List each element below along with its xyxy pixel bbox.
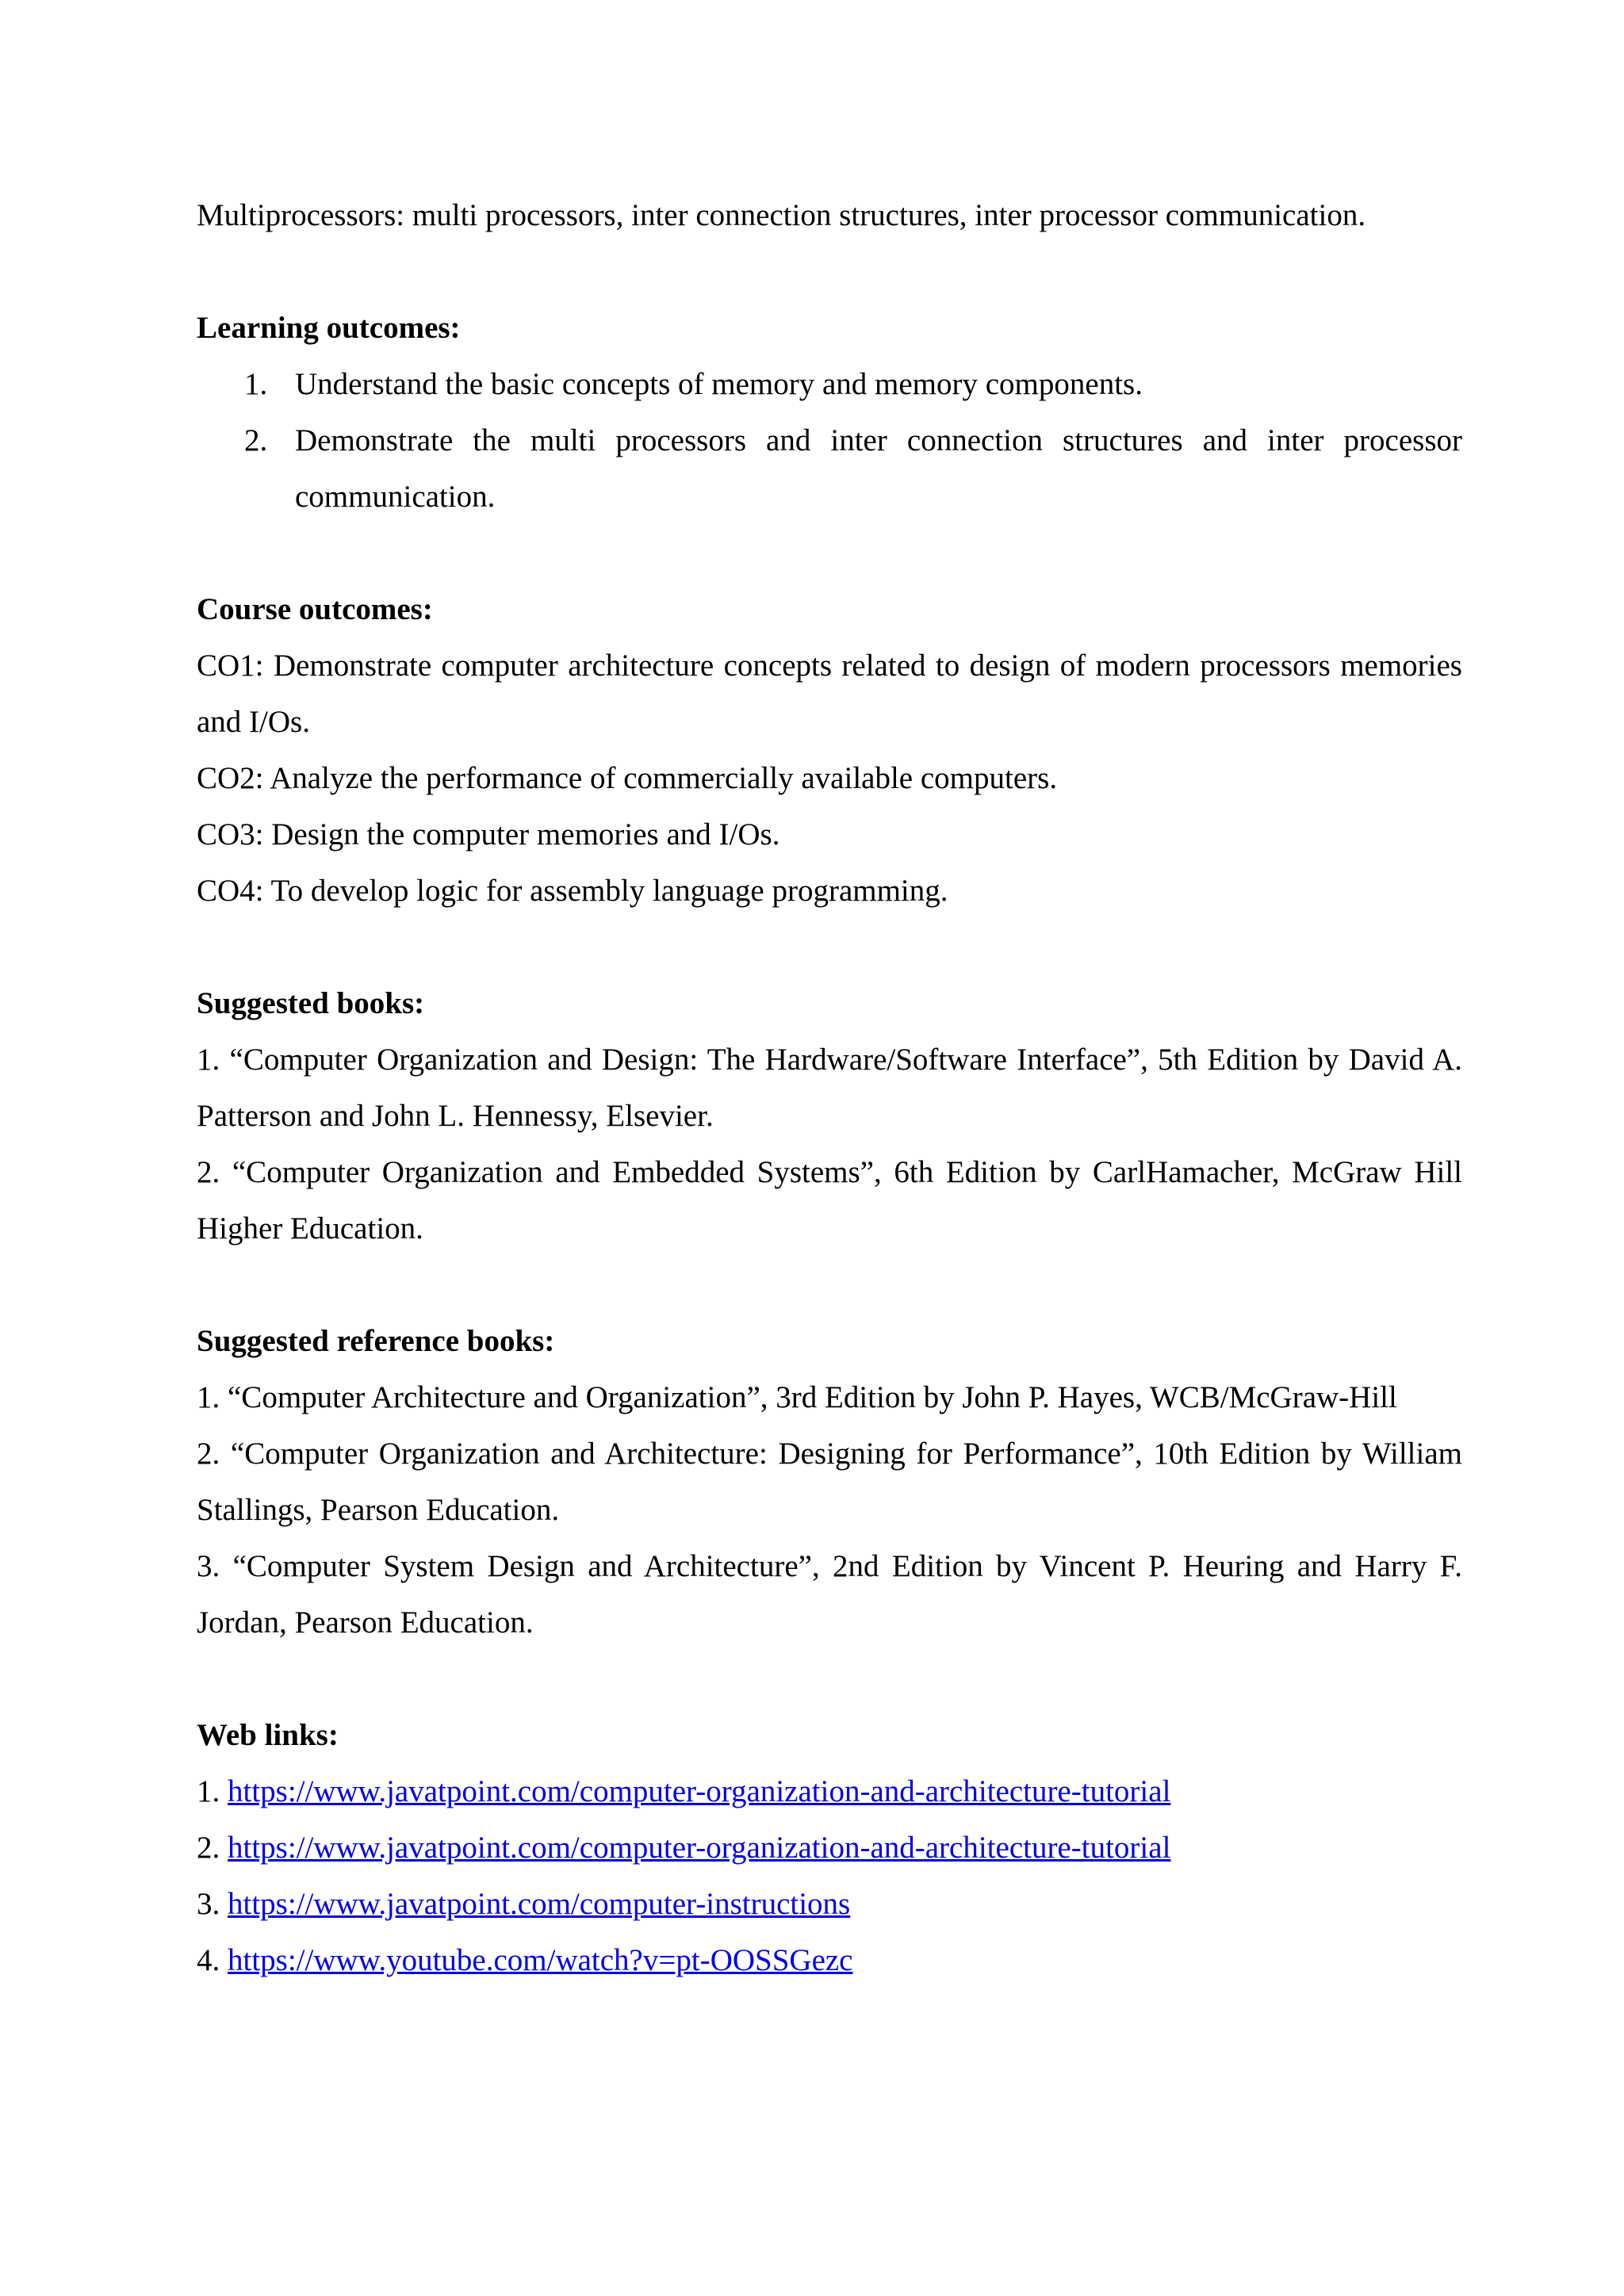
spacer (197, 525, 1462, 581)
web-link-row (197, 1763, 1462, 1820)
reference-books-heading: Suggested reference books: (197, 1324, 555, 1358)
course-outcome-co1: CO1: Demonstrate computer architecture concepts related to design of modern processors memories and I/Os. (197, 649, 1462, 739)
list-number: 2. (244, 423, 268, 457)
web-link-row (197, 1932, 1462, 1988)
reference-book-item: 2. “Computer Organization and Architecture: Designing for Performance”, 10th Edition by William Stallings, Pearson Education. (197, 1437, 1462, 1527)
suggested-book-item: 2. “Computer Organization and Embedded Systems”, 6th Edition by CarlHamacher, McGraw Hill Higher Education. (197, 1155, 1462, 1246)
list-item-text: Demonstrate the multi processors and inter connection structures and inter processor communication. (295, 423, 1462, 514)
spacer (197, 1257, 1462, 1313)
reference-book-item: 1. “Computer Architecture and Organization”, 3rd Edition by John P. Hayes, WCB/McGraw-Hill (197, 1380, 1397, 1414)
list-item (197, 356, 1462, 412)
intro-paragraph: Multiprocessors: multi processors, inter connection structures, inter processor communication. (197, 198, 1366, 232)
spacer (197, 243, 1462, 300)
course-outcome-co3: CO3: Design the computer memories and I/Os. (197, 817, 780, 851)
list-number: 1. (244, 367, 268, 401)
web-link[interactable]: https://www.javatpoint.com/computer-instructions (228, 1887, 851, 1921)
course-outcomes-heading: Course outcomes: (197, 592, 433, 626)
reference-book-item: 3. “Computer System Design and Architecture”, 2nd Edition by Vincent P. Heuring and Harry F. Jordan, Pearson Education. (197, 1549, 1462, 1640)
document-page (197, 187, 1462, 1988)
list-item-text: Understand the basic concepts of memory and memory components. (295, 367, 1143, 401)
web-link-number: 3. (197, 1887, 220, 1921)
list-item (197, 412, 1462, 525)
suggested-book-item: 1. “Computer Organization and Design: The Hardware/Software Interface”, 5th Edition by David A. Patterson and John L. Hennessy, Elsevier. (197, 1043, 1462, 1133)
spacer (197, 919, 1462, 975)
spacer (197, 1651, 1462, 1707)
suggested-books-heading: Suggested books: (197, 986, 425, 1020)
course-outcome-co2: CO2: Analyze the performance of commercially available computers. (197, 761, 1058, 795)
learning-outcomes-heading: Learning outcomes: (197, 311, 461, 345)
web-links-heading: Web links: (197, 1718, 339, 1752)
web-link[interactable]: https://www.javatpoint.com/computer-organization-and-architecture-tutorial (228, 1774, 1171, 1808)
web-link[interactable]: https://www.javatpoint.com/computer-organization-and-architecture-tutorial (228, 1831, 1171, 1865)
web-link-number: 2. (197, 1831, 220, 1865)
web-link-row (197, 1876, 1462, 1932)
course-outcome-co4: CO4: To develop logic for assembly language programming. (197, 874, 948, 908)
web-link[interactable]: https://www.youtube.com/watch?v=pt-OOSSGezc (228, 1943, 853, 1977)
web-link-row (197, 1820, 1462, 1876)
learning-outcomes-list (197, 356, 1462, 525)
web-link-number: 4. (197, 1943, 220, 1977)
web-link-number: 1. (197, 1774, 220, 1808)
